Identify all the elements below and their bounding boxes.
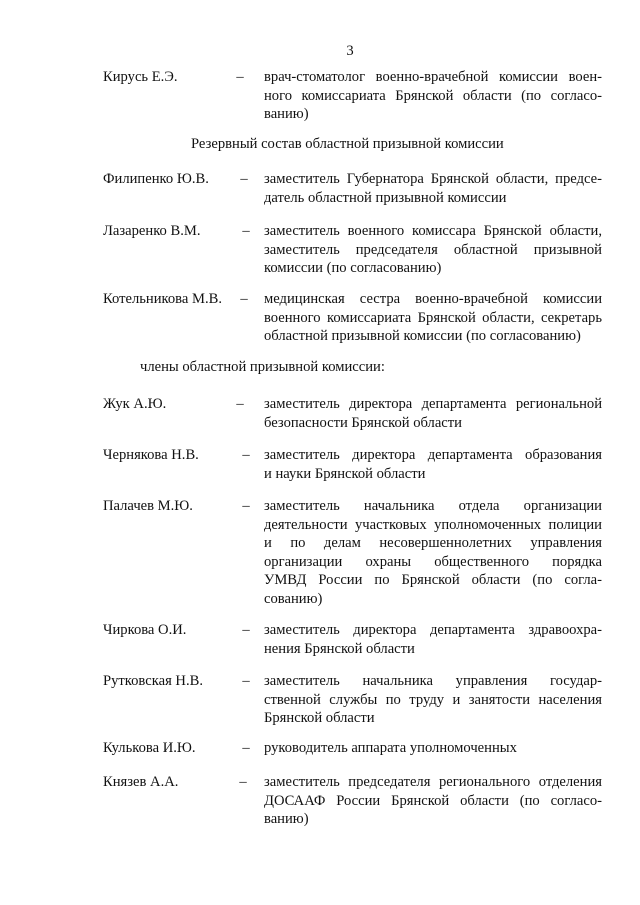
role-line: заместитель директора департамента здравоохра- <box>264 622 602 638</box>
role-line: врач-стоматолог военно-врачебной комиссии воен- <box>264 69 602 85</box>
dash-separator: – <box>236 69 244 85</box>
role-line: и по делам несовершеннолетних управления <box>264 535 602 551</box>
page-number: 3 <box>346 43 354 59</box>
dash-separator: – <box>242 740 250 756</box>
role-line: ственной службы по труду и занятости населения <box>264 691 602 708</box>
role-line: заместитель директора департамента образования <box>264 447 602 463</box>
member-name: Жук А.Ю. <box>103 396 167 412</box>
member-name: Чиркова О.И. <box>103 622 187 638</box>
role-line: безопасности Брянской области <box>264 414 462 431</box>
role-line: заместитель Губернатора Брянской области, предсе- <box>264 171 602 187</box>
member-name: Князев А.А. <box>103 774 179 790</box>
role-line: руководитель аппарата уполномоченных <box>264 740 517 756</box>
role-line: датель областной призывной комиссии <box>264 189 507 206</box>
role-line: заместитель военного комиссара Брянской области, <box>264 223 602 239</box>
member-role <box>264 395 602 432</box>
member-role <box>264 222 602 278</box>
dash-separator: – <box>240 171 248 187</box>
dash-separator: – <box>242 447 250 463</box>
member-name: Котельникова М.В. <box>103 291 223 307</box>
role-line: военного комиссариата Брянской области, секретарь <box>264 309 602 326</box>
member-role <box>264 773 602 829</box>
role-line: нения Брянской области <box>264 640 415 657</box>
role-line: заместитель начальника отдела организации <box>264 498 602 514</box>
member-role <box>264 497 602 608</box>
role-line: заместитель директора департамента региональной <box>264 396 602 412</box>
role-line: организации охраны общественного порядка <box>264 553 602 570</box>
role-line: заместитель начальника управления государ- <box>264 673 602 689</box>
role-line: медицинская сестра военно-врачебной комиссии <box>264 291 602 307</box>
role-line: и науки Брянской области <box>264 465 426 482</box>
member-name: Рутковская Н.В. <box>103 673 203 689</box>
role-line: ванию) <box>264 811 309 827</box>
member-role <box>264 68 602 124</box>
member-role <box>264 170 602 207</box>
member-role <box>264 290 602 346</box>
role-line: ного комиссариата Брянской области (по согласо- <box>264 87 602 104</box>
role-line: заместитель председателя областной призывной <box>264 241 602 258</box>
member-role <box>264 672 602 728</box>
member-name: Лазаренко В.М. <box>103 223 201 239</box>
dash-separator: – <box>242 498 250 514</box>
member-name: Палачев М.Ю. <box>103 498 193 514</box>
dash-separator: – <box>242 673 250 689</box>
dash-separator: – <box>239 774 247 790</box>
role-line: сованию) <box>264 590 323 607</box>
role-line: ДОСААФ России Брянской области (по согласо- <box>264 792 602 809</box>
member-role <box>264 446 602 483</box>
role-line: деятельности участковых уполномоченных полиции <box>264 516 602 533</box>
member-name: Чернякова Н.В. <box>103 447 199 463</box>
members-heading: члены областной призывной комиссии: <box>140 359 385 375</box>
role-line: Брянской области <box>264 710 375 726</box>
role-line: ванию) <box>264 106 309 122</box>
dash-separator: – <box>242 223 250 239</box>
dash-separator: – <box>240 291 248 307</box>
role-line: комиссии (по согласованию) <box>264 260 442 276</box>
role-line: заместитель председателя регионального отделения <box>264 774 602 790</box>
member-name: Филипенко Ю.В. <box>103 171 209 187</box>
member-name: Кулькова И.Ю. <box>103 740 196 756</box>
reserve-heading: Резервный состав областной призывной комиссии <box>191 136 504 152</box>
member-role <box>264 621 602 658</box>
role-line: УМВД России по Брянской области (по согла- <box>264 572 602 588</box>
role-line: областной призывной комиссии (по согласованию) <box>264 328 581 344</box>
dash-separator: – <box>242 622 250 638</box>
member-name: Кирусь Е.Э. <box>103 69 178 85</box>
dash-separator: – <box>236 396 244 412</box>
member-role <box>264 739 602 758</box>
